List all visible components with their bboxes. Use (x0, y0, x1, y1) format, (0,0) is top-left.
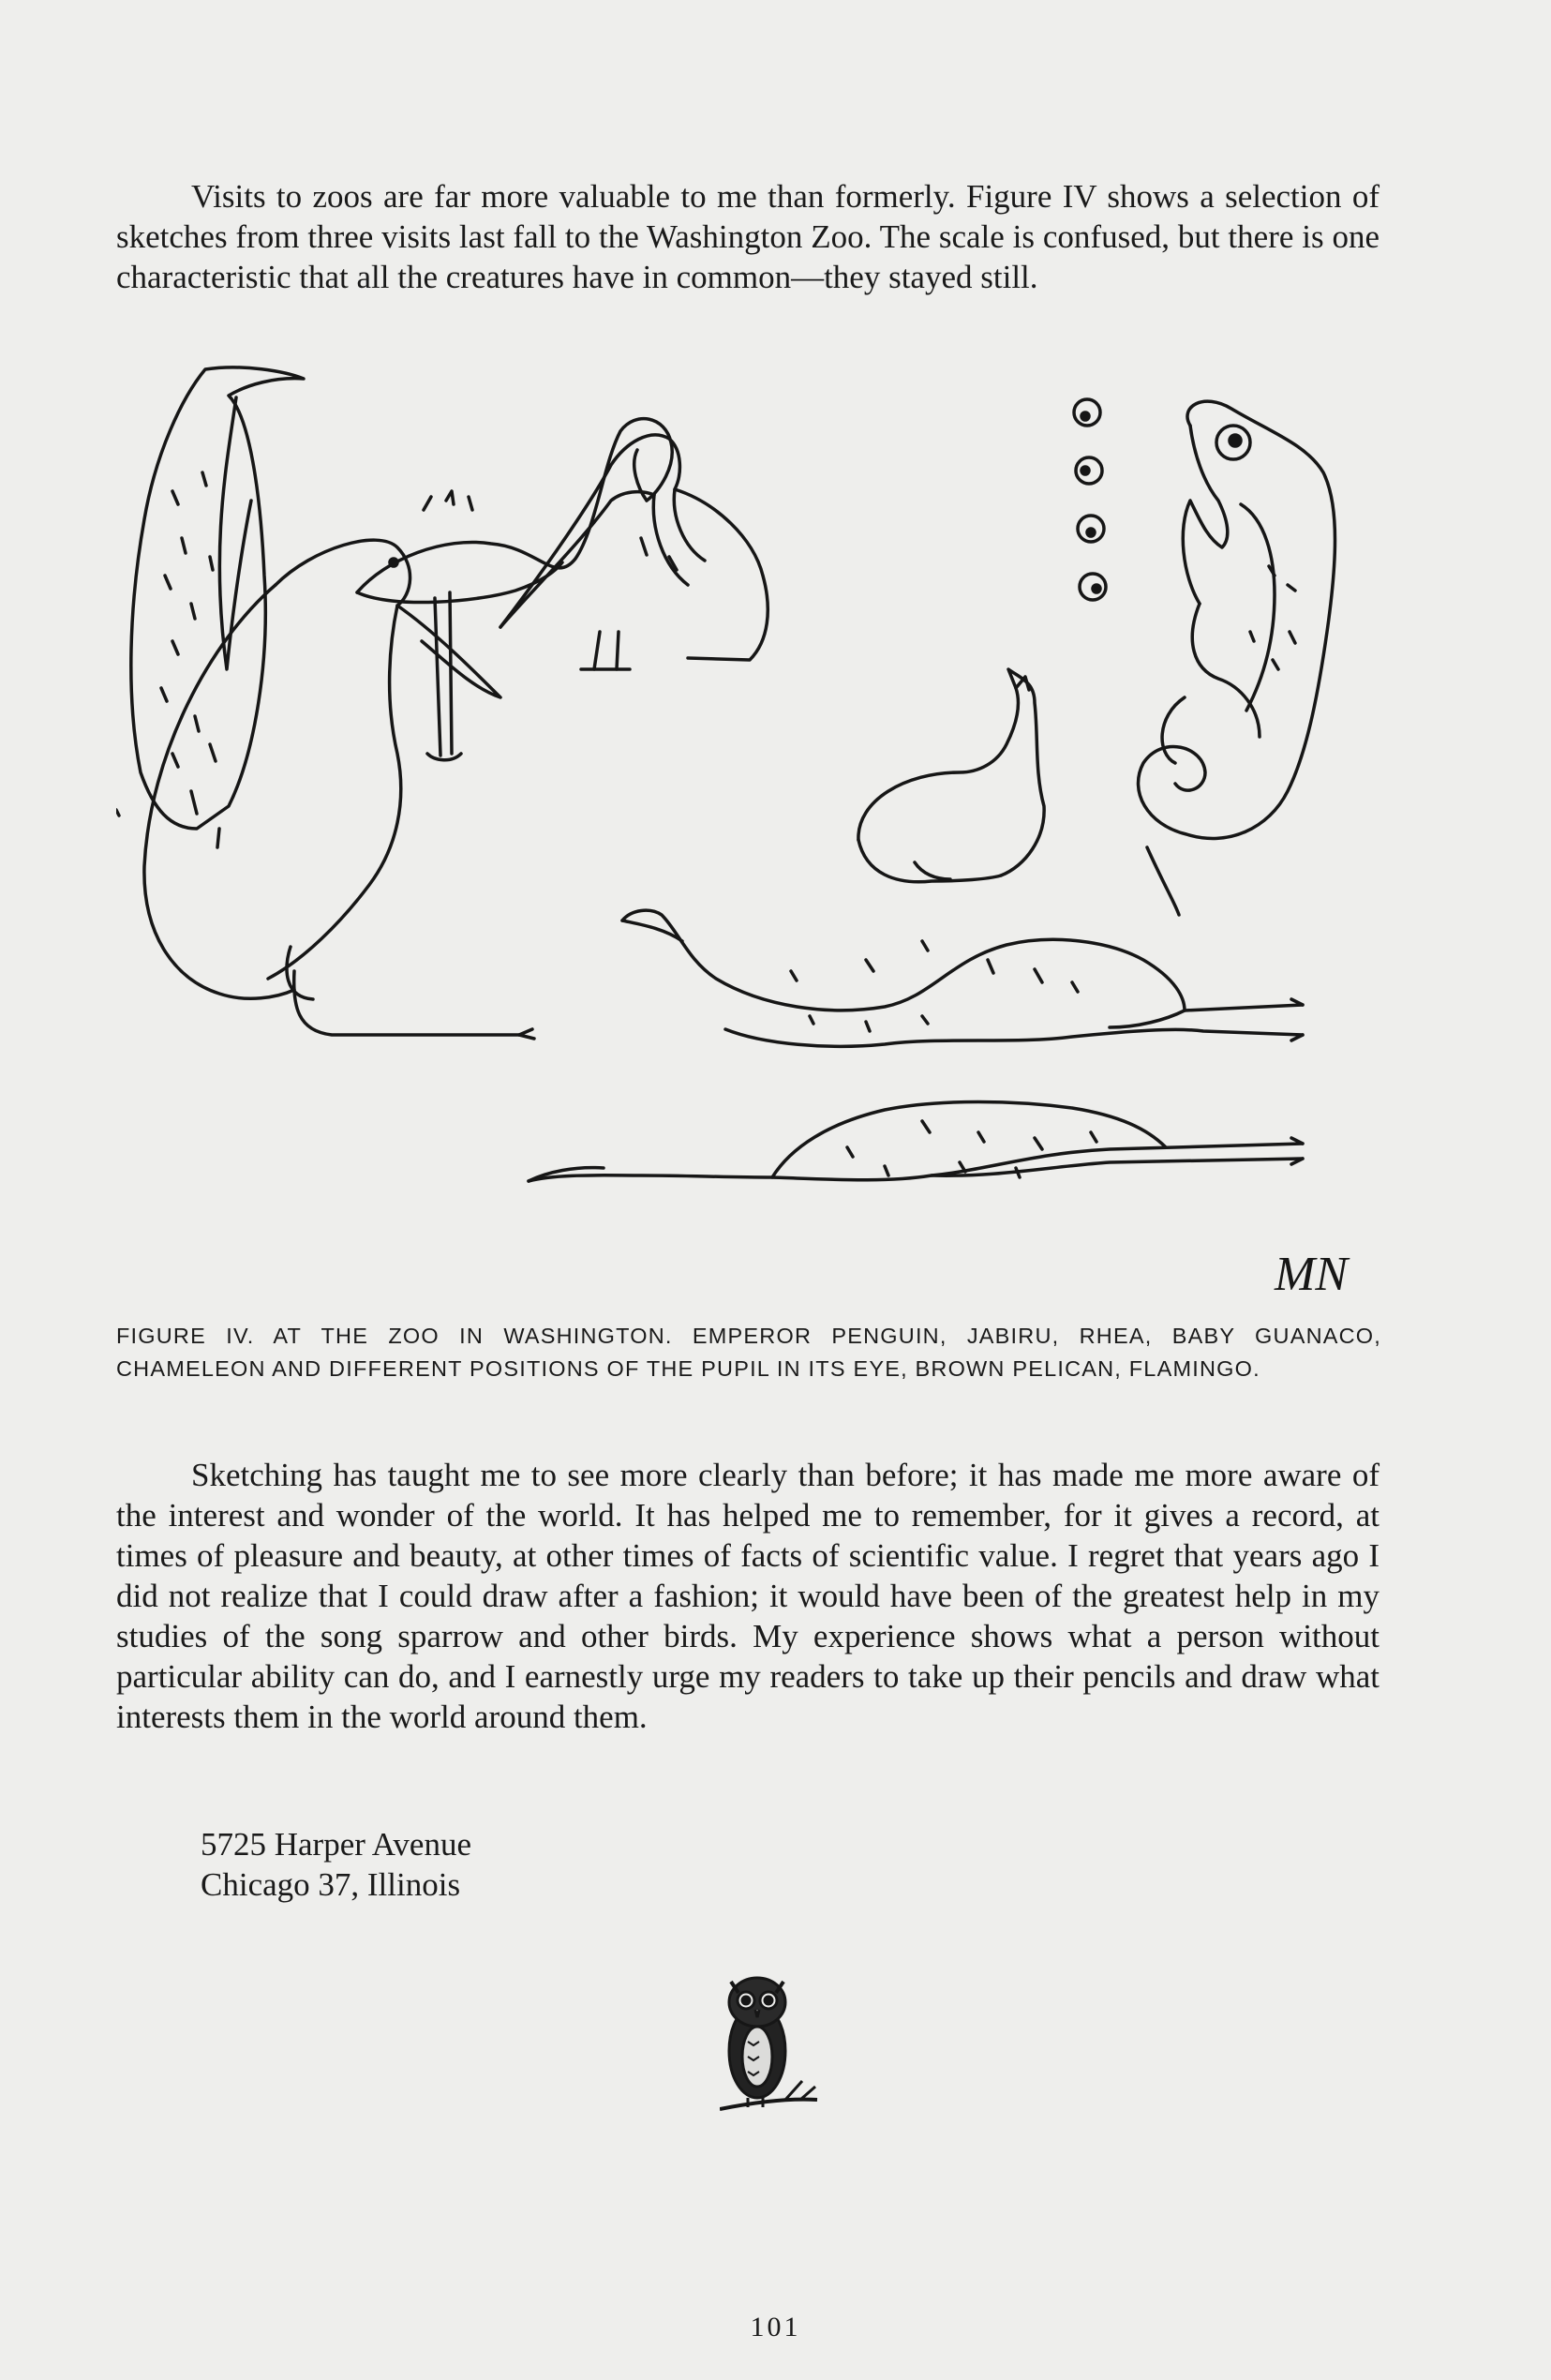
intro-paragraph: Visits to zoos are far more valuable to me than formerly. Figure IV shows a selection of sketches from three visits last fall to the Washington Zoo. The scale is confused, but there is one characteristic that all the creatures have in common—they stayed still. (116, 178, 1379, 295)
chameleon-sketch (1139, 401, 1335, 915)
address-city: Chicago 37, Illinois (201, 1866, 461, 1903)
address-street: 5725 Harper Avenue (201, 1826, 471, 1863)
zoo-sketches-figure (116, 360, 1381, 1316)
page-number: 101 (750, 2312, 801, 2343)
owl-icon (720, 1972, 823, 2132)
author-address (201, 1824, 471, 1905)
artist-monogram: MN (1275, 1248, 1348, 1301)
rhea-sketch-lower (529, 1102, 1303, 1182)
penguin-sketch (116, 367, 304, 829)
guanaco-sketch (858, 669, 1044, 882)
figure-caption: FIGURE IV. AT THE ZOO IN WASHINGTON. EMPEROR PENGUIN, JABIRU, RHEA, BABY GUANACO, CHAMELEON AND DIFFERENT POSITIONS OF THE PUPIL IN ITS EYE, BROWN PELICAN, FLAMINGO. (116, 1324, 1381, 1381)
flamingo-sketch (357, 419, 672, 760)
jabiru-sketch (144, 540, 534, 1039)
chameleon-pupil-positions (1074, 399, 1106, 600)
rhea-sketch-upper (622, 910, 1303, 1046)
closing-paragraph: Sketching has taught me to see more clearly than before; it has made me more aware of the interest and wonder of the world. It has helped me to remember, for it gives a record, at times of pleasure and beauty, at other times of facts of scientific value. I regret that years ago I did not realize that I could draw after a fashion; it would have been of the greatest help in my studies of the song sparrow and other birds. My experience shows what a person without particular ability can do, and I earnestly urge my readers to take up their pencils and draw what interests them in the world around them. (116, 1457, 1379, 1735)
